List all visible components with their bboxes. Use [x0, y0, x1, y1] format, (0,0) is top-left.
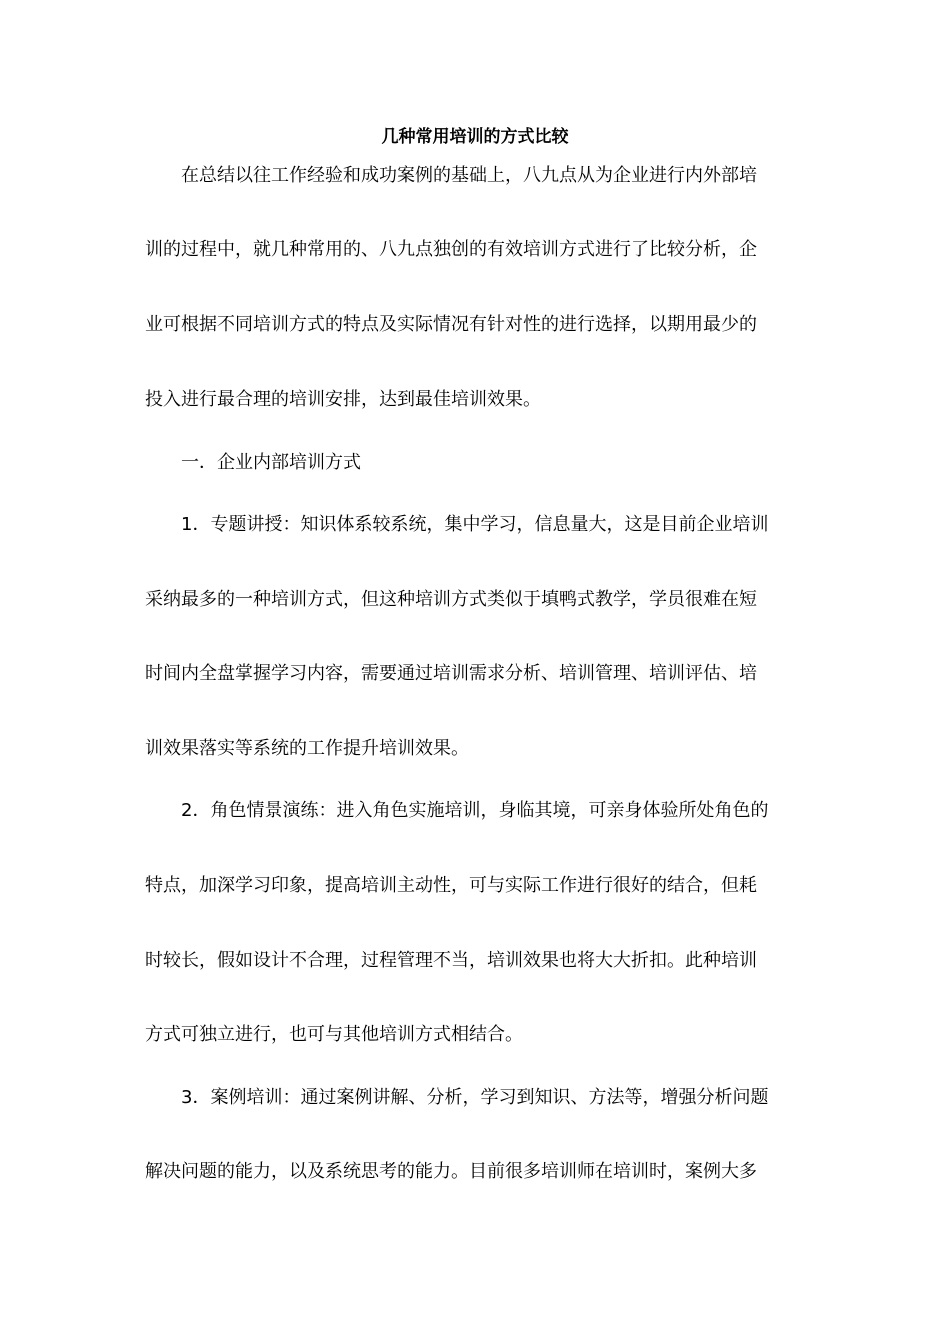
- paragraph-line: 时间内全盘掌握学习内容，需要通过培训需求分析、培训管理、培训评估、培: [145, 663, 757, 684]
- paragraph-line: 3．案例培训：通过案例讲解、分析，学习到知识、方法等，增强分析问题: [181, 1087, 769, 1108]
- paragraph-line: 采纳最多的一种培训方式，但这种培训方式类似于填鸭式教学，学员很难在短: [145, 589, 757, 610]
- paragraph-line: 训的过程中，就几种常用的、八九点独创的有效培训方式进行了比较分析，企: [145, 239, 757, 260]
- paragraph-line: 解决问题的能力，以及系统思考的能力。目前很多培训师在培训时，案例大多: [145, 1161, 757, 1182]
- paragraph-line: 业可根据不同培训方式的特点及实际情况有针对性的进行选择，以期用最少的: [145, 314, 757, 335]
- section-heading: 一．企业内部培训方式: [181, 452, 361, 473]
- paragraph-line: 投入进行最合理的培训安排，达到最佳培训效果。: [145, 389, 541, 410]
- paragraph-line: 2．角色情景演练：进入角色实施培训，身临其境，可亲身体验所处角色的: [181, 800, 769, 821]
- document-title: 几种常用培训的方式比较: [381, 127, 569, 147]
- paragraph-line: 在总结以往工作经验和成功案例的基础上，八九点从为企业进行内外部培: [181, 165, 757, 186]
- paragraph-line: 训效果落实等系统的工作提升培训效果。: [145, 738, 469, 759]
- paragraph-line: 方式可独立进行，也可与其他培训方式相结合。: [145, 1024, 523, 1045]
- paragraph-line: 特点，加深学习印象，提高培训主动性，可与实际工作进行很好的结合，但耗: [145, 875, 757, 896]
- paragraph-line: 时较长，假如设计不合理，过程管理不当，培训效果也将大大折扣。此种培训: [145, 950, 757, 971]
- paragraph-line: 1．专题讲授：知识体系较系统，集中学习，信息量大，这是目前企业培训: [181, 514, 769, 535]
